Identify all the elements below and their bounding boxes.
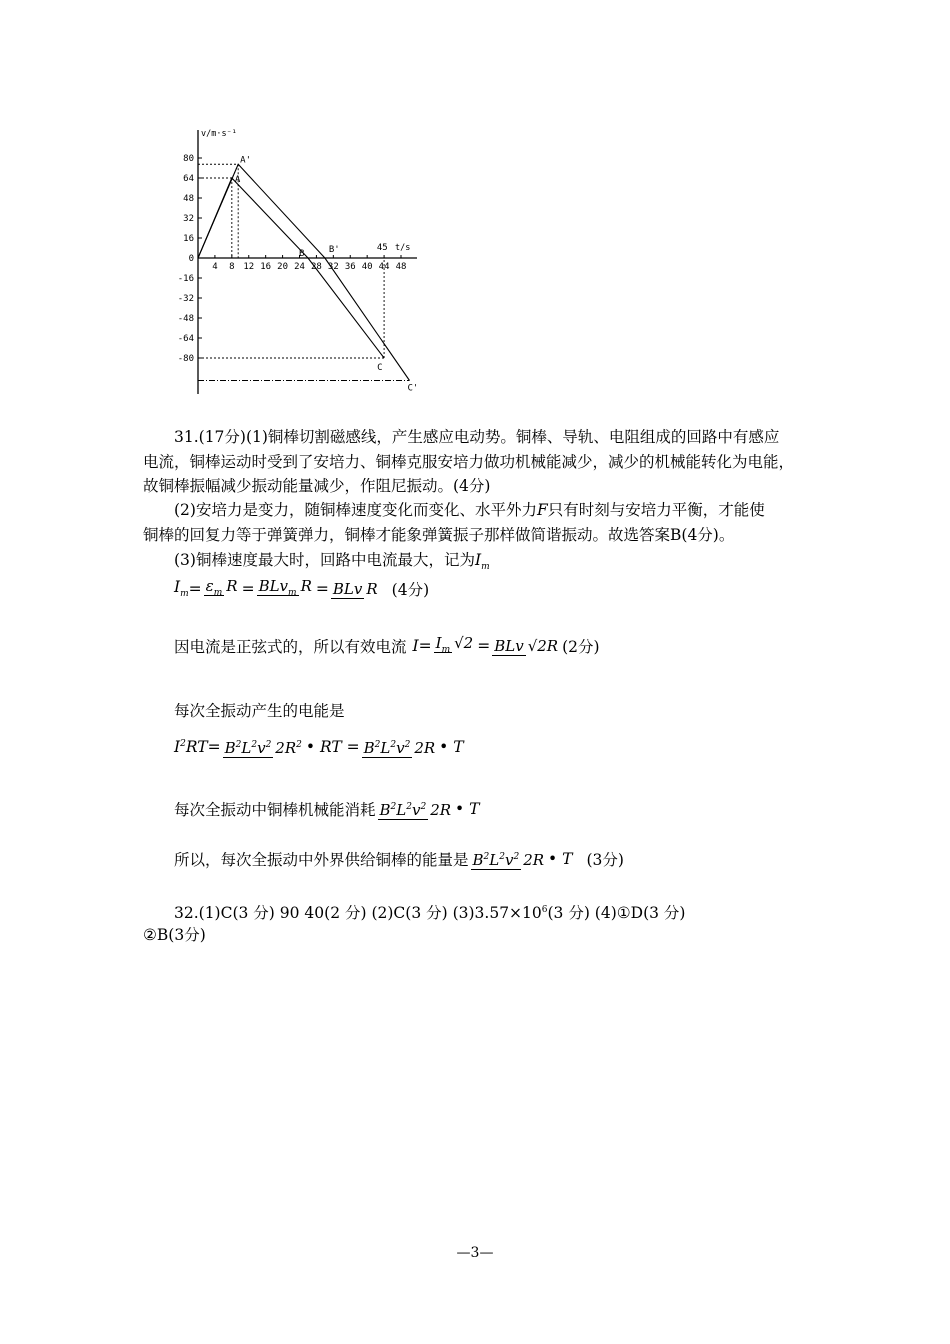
y-tick-label: -64 — [177, 334, 194, 344]
x-tick-label: 28 — [310, 262, 322, 272]
y-tick-label: -32 — [177, 294, 194, 304]
x-tick-label: 36 — [344, 262, 356, 272]
velocity-time-graph — [165, 122, 435, 402]
energy-text: 每次全振动产生的电能是 — [174, 702, 345, 720]
x-tick-label: 40 — [361, 262, 373, 272]
y-tick-label: 16 — [183, 234, 194, 244]
q32-line2: ②B(3分) — [143, 926, 206, 944]
q31-p1-line3: 故铜棒振幅减少振动能量减少，作阻尼振动。(4分) — [143, 477, 491, 495]
y-tick-label: -16 — [177, 274, 194, 284]
x-tick-label: 32 — [327, 262, 339, 272]
x-tick-label: 20 — [277, 262, 289, 272]
page-number: —3— — [456, 1245, 494, 1261]
q32-line1: 32.(1)C(3 分) 90 40(2 分) (2)C(3 分) $(3)3.57\times 10^6(3$ 分) (4)①D(3 分) — [174, 904, 686, 923]
series-line-1 — [198, 164, 410, 380]
equation-mechanical-loss: 每次全振动中铜棒机械能消耗 $B^2L^2v^2$ 2R • T — [174, 800, 480, 819]
y-tick-label: 0 — [188, 254, 194, 264]
equation-electric-energy: $I^2RT$ = $B^2L^2v^2$ $2R^2$ • RT = $B^2L^2v^2$ 2R • T — [174, 737, 464, 757]
x-extra-label: 45 — [376, 243, 388, 253]
q31-p2-line1: (2)安培力是变力，随铜棒速度变化而变化、水平外力F只有时刻与安培力平衡，才能使 — [174, 501, 765, 519]
equation-effective-current: 因电流是正弦式的，所以有效电流 I = $I_m$ √2 = BLv √2R (2分) — [174, 634, 600, 656]
y-tick-label: -48 — [177, 314, 194, 324]
point-label: A' — [240, 155, 252, 166]
point-label: B — [298, 249, 305, 259]
x-tick-label: 12 — [243, 262, 255, 272]
series-line-0 — [198, 178, 384, 358]
y-tick-label: -80 — [177, 354, 194, 364]
equation-peak-current: $I_m$ = $\varepsilon_m$ R = BLv$_m$ R = BLv R (4分) — [174, 577, 430, 600]
x-tick-label: 16 — [260, 262, 272, 272]
x-tick-label: 24 — [294, 262, 305, 272]
eq1-score: (4分) — [391, 581, 430, 599]
x-tick-label: 44 — [378, 262, 390, 272]
y-tick-label: 32 — [183, 214, 194, 224]
y-tick-label: 64 — [183, 174, 194, 184]
y-tick-label: 80 — [183, 154, 194, 164]
point-label: A — [234, 175, 241, 185]
q31-p1-line1: 31.(17分)(1)铜棒切割磁感线，产生感应电动势。铜棒、导轨、电阻组成的回路中有感应 — [174, 428, 780, 446]
y-axis-label: v/m·s⁻¹ — [201, 129, 237, 139]
point-label: C — [377, 363, 383, 373]
x-axis-label: t/s — [395, 243, 411, 253]
x-tick-label: 8 — [229, 262, 235, 272]
equation-energy-supply: 所以，每次全振动中外界供给铜棒的能量是 $B^2L^2v^2$ 2R • T (3分) — [174, 850, 624, 869]
q31-p3-line: (3)铜棒速度最大时，回路中电流最大，记为$I_m$ — [174, 551, 490, 573]
x-tick-label: 4 — [212, 262, 218, 272]
q31-p2-line2: 铜棒的回复力等于弹簧弹力，铜棒才能象弹簧振子那样做简谐振动。故选答案B(4分)。 — [143, 526, 735, 544]
q31-p1-line2: 电流，铜棒运动时受到了安培力、铜棒克服安培力做功机械能减少，减少的机械能转化为电能， — [143, 453, 795, 471]
x-tick-label: 48 — [395, 262, 407, 272]
y-tick-label: 48 — [183, 194, 194, 204]
point-label: B' — [328, 245, 340, 255]
point-label: C' — [407, 383, 419, 394]
